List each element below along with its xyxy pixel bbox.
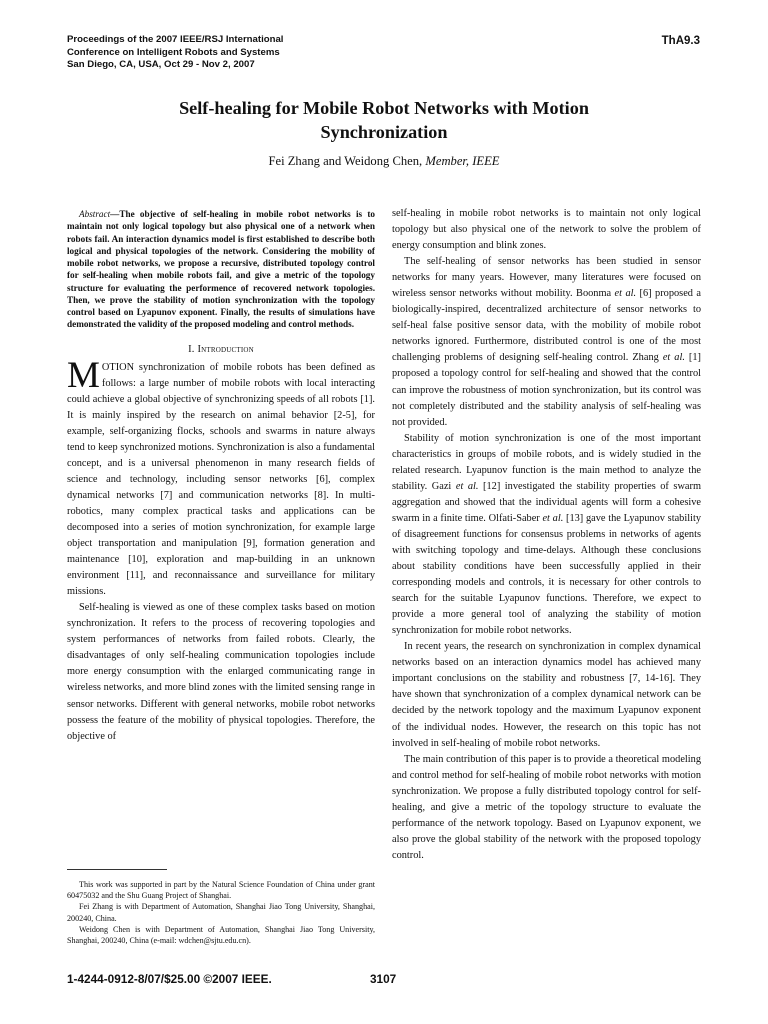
intro-paragraph-2-continued: self-healing in mobile robot networks is to maintain not only logical topology but also physical one of the network to solve the problem of energy consumption and blink zones.: [392, 208, 701, 252]
paragraph-text: [12] investigated the stability properties of swarm aggregation and showed that the individual agents will form a cohesive swarm in a finite time. Olfati-Saber: [392, 480, 701, 524]
drop-cap: M: [67, 354, 100, 396]
section-title: Introduction: [197, 343, 254, 355]
et-al: et al.: [455, 480, 479, 492]
et-al: et al.: [542, 512, 564, 524]
page-number: 3107: [370, 972, 397, 986]
paragraph-text: The self-healing of sensor networks has been studied in sensor networks for many years. However, many literatures were focused on wireless sensor networks without mobility. Boonma: [392, 256, 701, 300]
author-line: [60, 154, 708, 169]
footer-isbn: 1-4244-0912-8/07/$25.00 ©2007 IEEE.: [67, 972, 272, 986]
title-line: Synchronization: [320, 122, 448, 142]
section-number: I.: [188, 343, 195, 355]
header-line: Conference on Intelligent Robots and Systems: [67, 46, 280, 58]
paragraph-text: [1] proposed a topology control for self-healing and showed that the control can improve the robustness of motion synchronization, but its control was not completely distributed and the stability analysis of self-healing was not provided.: [392, 352, 701, 428]
intro-paragraph-3: [392, 254, 701, 431]
et-al: et al.: [614, 288, 637, 300]
author-membership: Member, IEEE: [425, 154, 500, 168]
paragraph-text: Stability of motion synchronization is one of the most important characteristics in groups of mobile robots, and is widely studied in the related research. Lyapunov function is the main method to analyze the stability. Gazi: [392, 432, 701, 492]
paper-title: [60, 96, 708, 144]
abstract: [67, 208, 375, 331]
paragraph-text: OTION synchronization of mobile robots has been defined as follows: a large number of mobile robots with local interacting could achieve a global objective of synchronizing speeds of all robots [1]. It is mainly inspired by the research on animal behavior [2-5], for example, self-organizing flocks, schools and swarms in nature always tend to keep synchronized motions. Synchronization is also a fundamental concept, and is a universal phenomenon in many research fields of science and technology, including sensor networks [6], complex dynamical networks [7] and communication networks [8]. In multi-robotics, many complex practical tasks and applications can be decomposed into a series of motion synchronization, for example large object transportation and manipulation [9], formation generation and maintenance [10], exploration and map-building in an unknown environment [11], and reconnaissance and surveillance for military missions.: [67, 361, 375, 598]
section-heading: [67, 342, 375, 358]
abstract-text: —The objective of self-healing in mobile robot networks is to maintain not only logical topology but also physical one of a network when robots fail. An interaction dynamics model is first established to describe both logical and physical topologies of the network. Considering the mobility of mobile robot networks, we propose a recursive, distributed topology control for self-healing when mobile robots fail, and give a metric of the topology structure for evaluating the performence of recovered network topologies. Then, we prove the stability of motion synchronization with the topology control based on Lyapunov exponent. Finally, the results of simulations have demonstrated the validity of the proposed modeling and control methods.: [67, 209, 375, 330]
paper-code: ThA9.3: [661, 35, 700, 47]
footnote-author-1: Fei Zhang is with Department of Automation, Shanghai Jiao Tong University, Shanghai, 200240, China.: [67, 902, 375, 923]
footnotes: [67, 879, 375, 946]
et-al: et al.: [662, 352, 685, 364]
left-column: [67, 208, 375, 745]
footnote-rule: [67, 869, 167, 870]
paragraph-text: [13] gave the Lyapunov stability of disagreement functions for consensus problems in networks of agents with switching topology and time-delays. Although these conclusions about stability conditions have been successfully applied in their corresponding models and controls, it is necessary for other controls to search for the suitable Lyapunov functions. Therefore, we expect to provide a more general tool of analyzing the stability of motion synchronization for mobile robot networks.: [392, 512, 701, 637]
header-line: Proceedings of the 2007 IEEE/RSJ International: [67, 34, 284, 45]
conference-header: [67, 34, 487, 72]
paragraph-text: [6] proposed a biologically-inspired, decentralized architecture of sensor networks to self-heal false positive sensor data, with the mobility of mobile robot networks ignored. Furthermore, distributed control is one of the most challenging problems of designing self-healing control. Zhang: [392, 288, 701, 364]
intro-paragraph-6: The main contribution of this paper is to provide a theoretical modeling and control method for self-healing of mobile robot networks with motion synchronization. We propose a fully distributed topology control for self-healing, and give a metric of the topology structure to evaluate the performance of the network topology. Based on Lyapunov exponent, we also prove the global stability of the network with the proposed topology control.: [392, 753, 701, 861]
intro-paragraph-4: [392, 431, 701, 640]
intro-paragraph-1: [67, 354, 375, 601]
intro-paragraph-2: Self-healing is viewed as one of these complex tasks based on motion synchronization. It refers to the process of recovering topologies and system performances of networks from failed robots. Clearly, the disadvantages of only self-healing communication topologies include more energy consumption with the enlarged communicating range in wireless networks, and more blind zones with the limited sensing range in sensor networks. Different with general networks, mobile robot networks possess the feature of the mobility of physical topologies. Therefore, the objective of: [67, 602, 375, 742]
header-line: San Diego, CA, USA, Oct 29 - Nov 2, 2007: [67, 59, 255, 70]
abstract-label: Abstract: [79, 209, 111, 219]
right-column: [392, 206, 701, 864]
footnote-funding: This work was supported in part by the Natural Science Foundation of China under grant 60475032 and the Shu Guang Project of Shanghai.: [67, 880, 375, 901]
title-line: Self-healing for Mobile Robot Networks with Motion: [179, 98, 589, 118]
footnote-author-2: Weidong Chen is with Department of Automation, Shanghai Jiao Tong University, Shanghai, 200240, China (e-mail: wdchen@sjtu.edu.cn).: [67, 924, 375, 946]
author-names: Fei Zhang and Weidong Chen,: [268, 154, 423, 168]
intro-paragraph-5: In recent years, the research on synchronization in complex dynamical networks based on an interaction dynamics model has achieved many important conclusions on the stability and robustness [7, 14-16]. They have shown that synchronization of a complex dynamical network can be decided by the network topology and the maximum Lyapunov exponent of the individual nodes. However, the research on this topic has not involved in self-healing of mobile robot networks.: [392, 641, 701, 749]
